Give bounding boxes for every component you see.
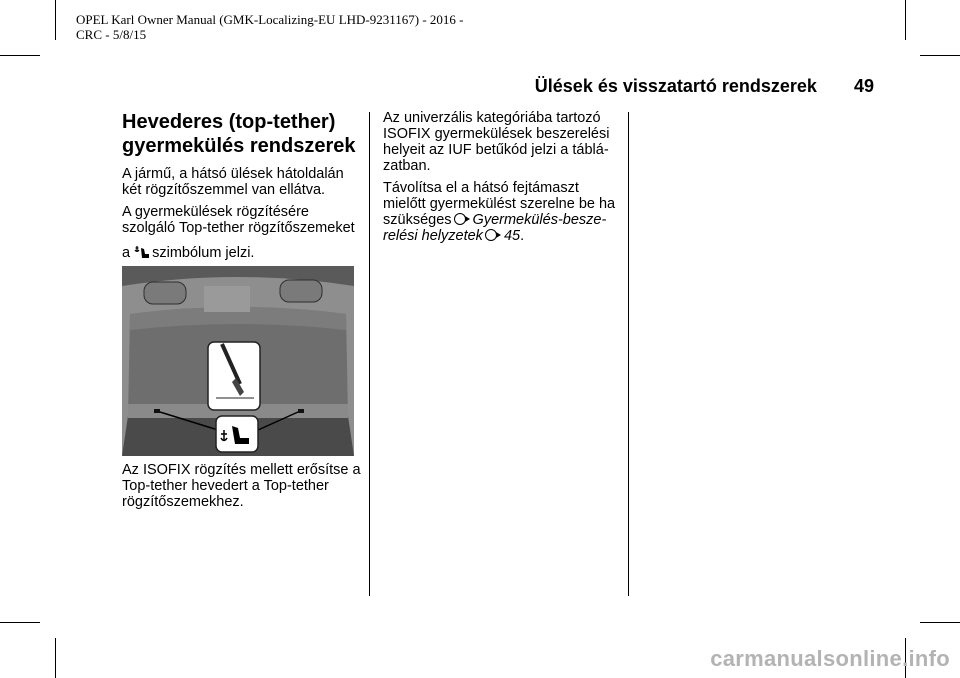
- paragraph: Az univerzális kategóriába tartozó ISOFIX gyermekülések beszerelési helyeit az IUF betűkód jelzi a táblázatban.: [383, 110, 610, 174]
- watermark: carmanualsonline.info: [710, 646, 950, 671]
- crop-mark: [0, 55, 40, 56]
- left-column: [122, 110, 362, 267]
- running-header: [535, 76, 874, 97]
- figure-caption: [122, 462, 362, 516]
- paragraph-text: a: [122, 245, 131, 261]
- crop-mark: [920, 622, 960, 623]
- section-heading: Hevederes (top-tether) gyermekülés rendszerek: [122, 111, 356, 157]
- paragraph: [122, 204, 362, 261]
- caption-text: Az ISOFIX rögzítés mellett erősítse a Top-tether hevedert a Top-tether rögzítőszemekhez.: [122, 462, 361, 510]
- cross-reference-page[interactable]: 45: [503, 228, 521, 244]
- cross-reference-icon: [485, 229, 497, 241]
- paragraph-text: szimbólum jelzi.: [152, 245, 255, 261]
- crop-mark: [55, 0, 56, 40]
- print-metadata: OPEL Karl Owner Manual (GMK-Localizing-EU LHD-9231167) - 2016 - CRC - 5/8/15: [76, 12, 464, 42]
- column-divider: [628, 112, 629, 596]
- page-number: 49: [853, 76, 874, 96]
- top-tether-anchor-icon: [134, 244, 150, 260]
- crop-mark: [905, 0, 906, 40]
- crop-mark: [920, 55, 960, 56]
- chapter-title: Ülések és visszatartó rendszerek: [534, 76, 817, 96]
- cargo-area-illustration: [122, 266, 354, 456]
- paragraph-text: .: [520, 228, 525, 244]
- paragraph-text: Távolítsa el a hátsó fejtámaszt mielőtt gyermekülést szerelne be ha szükséges: [383, 180, 616, 228]
- column-divider: [369, 112, 370, 596]
- cross-reference-link[interactable]: Gyermekülés-beszerelési helyzetek: [383, 212, 607, 244]
- paragraph: [383, 180, 623, 244]
- crop-mark: [0, 622, 40, 623]
- cross-reference-icon: [454, 213, 466, 225]
- crop-mark: [55, 638, 56, 678]
- rear-seat-tether-drawing: [122, 266, 354, 456]
- right-column: [383, 110, 623, 250]
- paragraph-text: A gyermekülések rögzítésére szolgáló Top-tether rögzítőszemeket: [122, 204, 355, 236]
- paragraph: A jármű, a hátsó ülések hátoldalán két rögzítőszemmel van ellátva.: [122, 166, 344, 198]
